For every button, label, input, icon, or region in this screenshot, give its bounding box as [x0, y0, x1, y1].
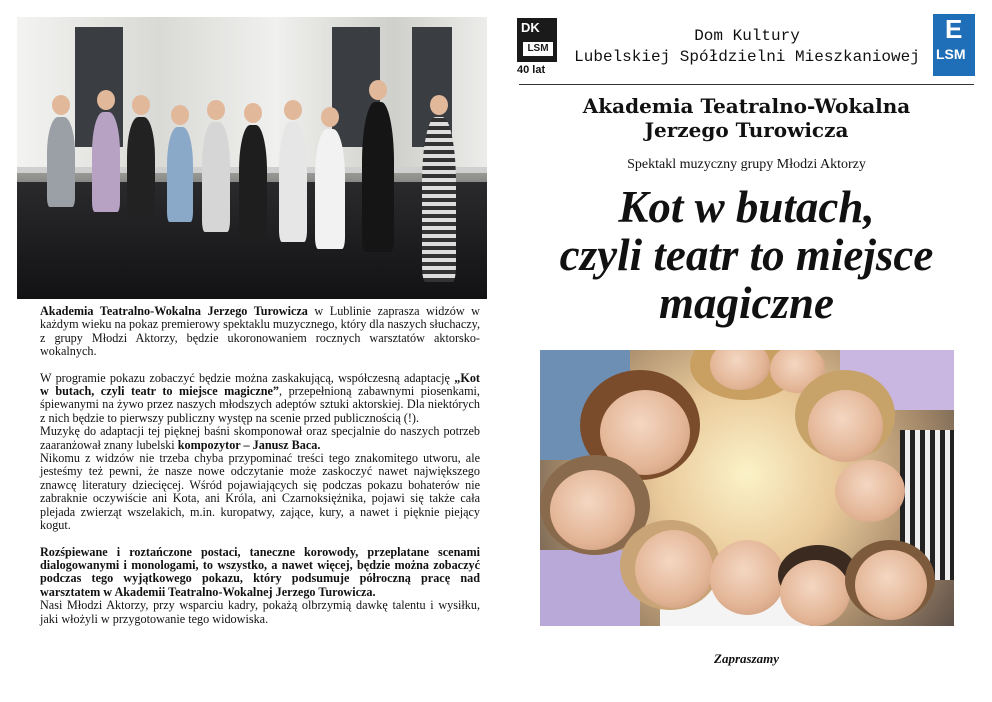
face: [635, 530, 713, 608]
subtitle: Spektakl muzyczny grupy Młodzi Aktorzy: [627, 157, 866, 172]
children-circle-photo: [540, 350, 954, 626]
academy-name: Akademia Teatralno-Wokalna Jerzego Turowicza: [40, 304, 308, 318]
dancer: [239, 125, 267, 240]
lsm-logo: E LSM: [933, 14, 975, 76]
dancer: [202, 122, 230, 232]
dancer: [127, 117, 155, 217]
dancer: [422, 117, 456, 282]
invitation-text: Zapraszamy: [714, 651, 779, 666]
dancer: [167, 127, 193, 222]
paragraph-closing: Nasi Młodzi Aktorzy, przy wsparciu kadry, pokażą olbrzymią dawkę talentu i wysiłku, jaki włożyli w przygotowanie tego widowiska.: [40, 598, 480, 626]
face: [780, 560, 850, 626]
paragraph-program: W programie pokazu zobaczyć będzie można zaskakującą, współczesną adaptację „Kot w butach, czyli teatr to miejsce magiczne”, przepełnioną zabawnymi piosenkami, śpiewanymi na żywo przez naszych młodszych adeptów sztuki aktorskiej. Dla niektórych z nich będzie to pierwszy publiczny występ na scenie przed publicznością (!).: [40, 370, 480, 425]
face: [835, 460, 905, 522]
composer-name: kompozytor – Janusz Baca.: [177, 437, 321, 452]
paragraph-highlight: Rozśpiewane i roztańczone postaci, taneczne korowody, przeplatane scenami dialogowanymi i monologami, to wszystko, a nawet więcej, będzie można zobaczyć podczas tego wyjątkowego pokazu, który podsumuje półroczną pracę nad warsztatem w Akademii Teatralno-Wokalnej Jerzego Turowicza.: [40, 544, 480, 599]
play-title-inline: „Kot w butach, czyli teatr to miejsce magiczne”: [40, 370, 480, 399]
paragraph-music: Muzykę do adaptacji tej pięknej baśni skomponował oraz specjalnie do naszych potrzeb zaaranżował znany lubelski kompozytor – Janusz Baca.: [40, 424, 480, 452]
face: [808, 390, 883, 462]
dancer: [92, 112, 120, 212]
paragraph-characters: Nikomu z widzów nie trzeba chyba przypominać treści tego znakomitego utworu, ale jesteśmy też pewni, że nasze nowe odczytanie może zaskoczyć nawet największego znawcę literatury dziecięcej. Wśród pojawiających się podczas pokazu bohaterów nie zabraknie oczywiście ani Kota, ani Króla, ani Czarnoksiężnika, pojawi się także cała plejada zwierząt wszelakich, m.in. kuropatwy, zające, kury, a nawet i pięknie piejący kogut.: [40, 451, 480, 533]
academy-heading: Akademia Teatralno-Wokalna Jerzego Turowicza: [582, 94, 911, 142]
dancer: [47, 117, 75, 207]
anniversary-label: 40 lat: [517, 64, 546, 76]
face: [710, 540, 785, 615]
article-body: [40, 305, 480, 626]
dancer: [279, 122, 307, 242]
dk-lsm-logo: DK LSM 40 lat: [517, 18, 557, 78]
dance-class-photo: [17, 17, 487, 299]
face: [550, 470, 635, 550]
intro-text: w Lublinie zaprasza widzów w każdym wieku na pokaz premierowy spektaklu muzycznego, który dla naszych słuchaczy, z grupy Młodzi Aktorzy, będzie ukoronowaniem rocznych warsztatów aktorsko-wokalnych.: [40, 304, 480, 359]
dancer: [315, 129, 345, 249]
paragraph-intro: [40, 305, 480, 359]
organization-name: Dom Kultury Lubelskiej Spółdzielni Mieszkaniowej: [574, 27, 920, 66]
dancer: [362, 102, 394, 252]
play-title: Kot w butach, czyli teatr to miejsce magiczne: [559, 182, 934, 328]
header-divider: [519, 84, 974, 85]
face: [855, 550, 927, 620]
